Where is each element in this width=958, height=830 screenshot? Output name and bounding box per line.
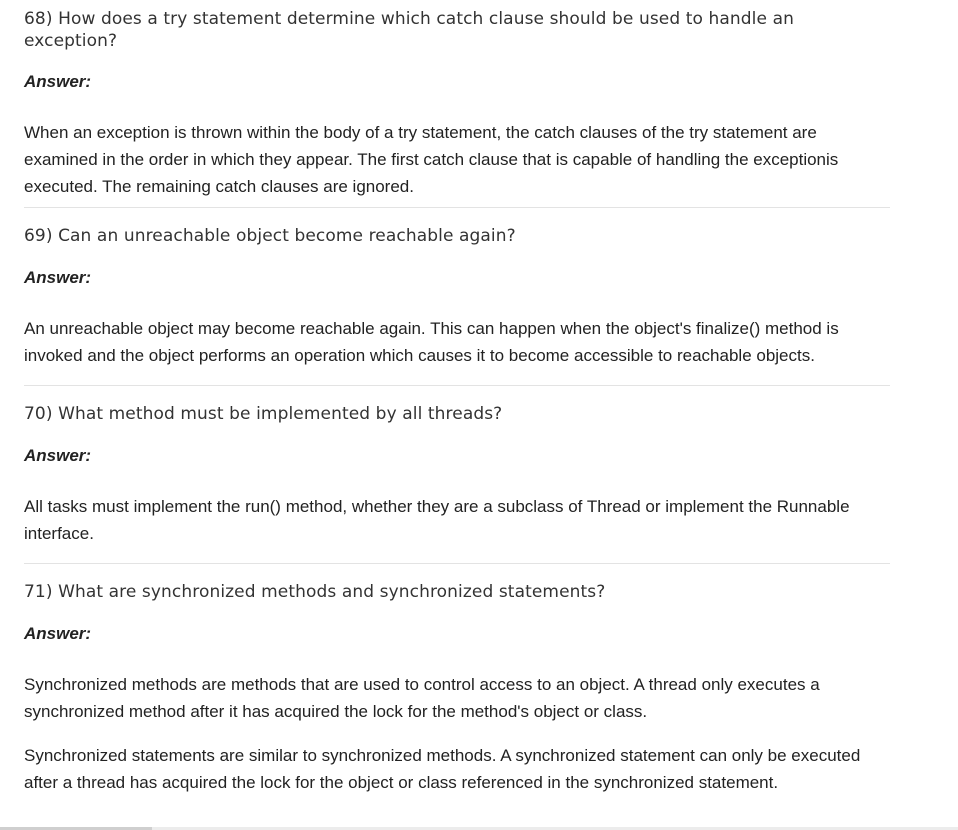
qa-item-68 [24,0,890,208]
answer-label: Answer: [24,268,92,287]
qa-list [24,0,890,796]
qa-item-71 [24,564,890,796]
answer-paragraph: All tasks must implement the run() method, whether they are a subclass of Thread or implement the Runnable interface. [24,497,850,543]
qa-item-69 [24,208,890,386]
answer-label: Answer: [24,446,92,465]
question-heading: 69) Can an unreachable object become reachable again? [24,226,516,246]
question-heading: 68) How does a try statement determine which catch clause should be used to handle an exception? [24,9,794,51]
answer-paragraph: Synchronized methods are methods that are used to control access to an object. A thread only executes a synchronized method after it has acquired the lock for the method's object or class. [24,675,820,721]
answer-label: Answer: [24,72,92,91]
answer-paragraph: Synchronized statements are similar to synchronized methods. A synchronized statement can only be executed after a thread has acquired the lock for the object or class referenced in the synchronized statement. [24,746,861,792]
answer-paragraph: An unreachable object may become reachable again. This can happen when the object's finalize() method is invoked and the object performs an operation which causes it to become accessible to reachable objects. [24,319,839,365]
answer-label: Answer: [24,624,92,643]
question-heading: 70) What method must be implemented by all threads? [24,404,503,424]
answer-paragraph: When an exception is thrown within the body of a try statement, the catch clauses of the try statement are examined in the order in which they appear. The first catch clause that is capable of handling the exceptionis executed. The remaining catch clauses are ignored. [24,123,839,196]
qa-item-70 [24,386,890,564]
question-heading: 71) What are synchronized methods and synchronized statements? [24,582,606,602]
